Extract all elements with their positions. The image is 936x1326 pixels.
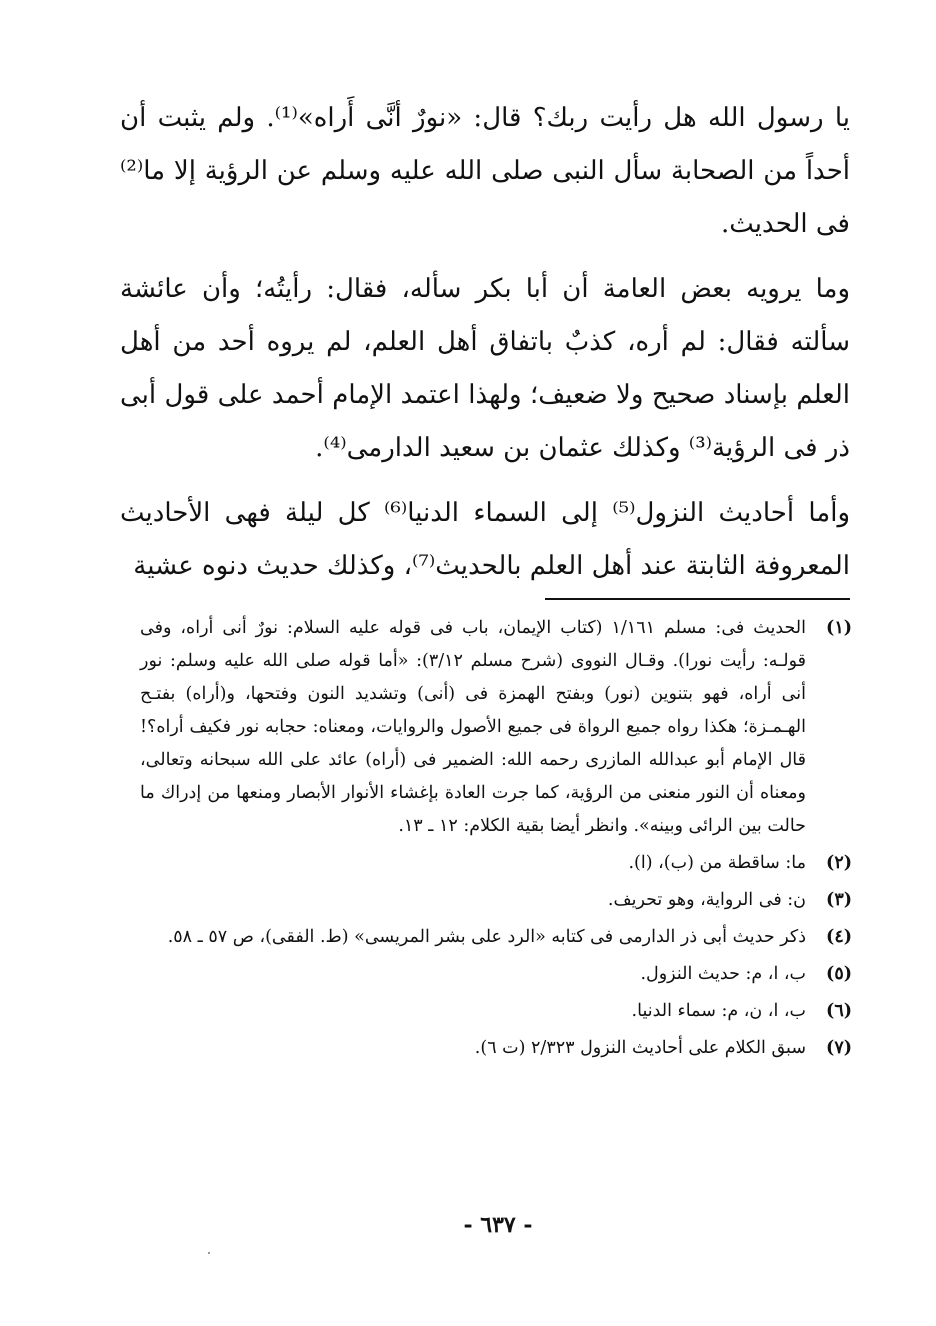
footnote-text: ب، ا، ن، م: سماء الدنيا. (631, 1001, 806, 1021)
page-number: - ٦٣٧ - (463, 1212, 533, 1238)
scan-speck (208, 1252, 210, 1254)
paragraph: وأما أحاديث النزول⁽⁵⁾ إلى السماء الدنيا⁽⁶⁾ كل ليلة فهى الأحاديث المعروفة الثابتة عند أهل العلم بالحديث⁽⁷⁾، وكذلك حديث دنوه عشية (120, 498, 850, 581)
paragraph: يا رسول الله هل رأيت ربك؟ قال: «نورٌ أنَّى أَراه»⁽¹⁾. ولم يثبت أن أحداً من الصحابة سأل النبى صلى الله عليه وسلم عن الرؤية إلا ما⁽²⁾ فى الحديث. (120, 103, 850, 239)
footnote (140, 847, 852, 880)
footnotes (140, 612, 852, 1065)
footnote-text: سبق الكلام على أحاديث النزول ٢/٣٢٣ (ت ٦). (474, 1038, 806, 1058)
footnote (140, 921, 852, 954)
footnote (140, 1032, 852, 1065)
footnote-number: (٦) (826, 1001, 852, 1021)
footnote-text: ب، ا، م: حديث النزول. (640, 964, 806, 984)
footnote-text: ما: ساقطة من (ب)، (ا). (628, 853, 806, 873)
footnote (140, 995, 852, 1028)
footnote-number: (٤) (826, 927, 852, 947)
footnote (140, 958, 852, 991)
footnote-text: ن: فى الرواية، وهو تحريف. (607, 890, 806, 910)
paragraph: وما يرويه بعض العامة أن أبا بكر سأله، فقال: رأيتُه؛ وأن عائشة سألته فقال: لم أره، كذبٌ باتفاق أهل العلم، لم يروه أحد من أهل العلم بإسناد صحيح ولا ضعيف؛ ولهذا اعتمد الإمام أحمد على قول أبى ذر فى الرؤية⁽³⁾ وكذلك عثمان بن سعيد الدارمى⁽⁴⁾. (120, 274, 850, 463)
footnote-number: (٧) (826, 1038, 852, 1058)
footnote-separator (545, 598, 850, 600)
footnote-number: (١) (826, 618, 852, 638)
footnote-text: ذكر حديث أبى ذر الدارمى فى كتابه «الرد على بشر المريسى» (ط. الفقى)، ص ٥٧ ـ ٥٨. (167, 927, 806, 947)
footnote (140, 612, 852, 843)
footnote-number: (٣) (826, 890, 852, 910)
footnote-text: الحديث فى: مسلم ١/١٦١ (كتاب الإيمان، باب فى قوله عليه السلام: نورٌ أنى أراه، وفى قولـه: رأيت نورا). وقـال النووى (شرح مسلم ٣/١٢): «أما قوله صلى الله عليه وسلم: نور أنى أراه، فهو بتنوين (نور) وبفتح الهمزة فى (أنى) وتشديد النون وفتحها، و(أراه) بفتـح الهـمـزة؛ هكذا رواه جميع الرواة فى جميع الأصول والروايات، ومعناه: حجابه نور فكيف أراه؟! قال الإمام أبو عبدالله المازرى رحمه الله: الضمير فى (أراه) عائد على الله سبحانه وتعالى، ومعناه أن النور منعنى من الرؤية، كما جرت العادة بإغشاء الأنوار الأبصار ومنعها من إدراك ما حالت بين الرائى وبينه». وانظر أيضا بقية الكلام: ١٢ ـ ١٣. (140, 618, 806, 836)
footnote-number: (٢) (826, 853, 852, 873)
footnote-number: (٥) (826, 964, 852, 984)
footnote (140, 884, 852, 917)
main-text (120, 92, 850, 593)
